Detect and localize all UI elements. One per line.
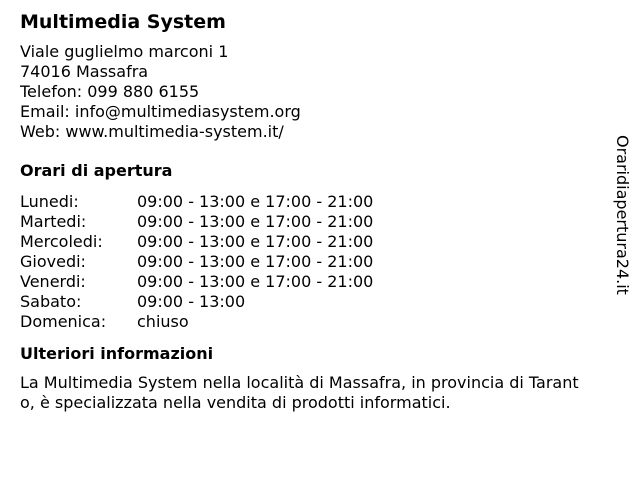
hours-row-monday <box>20 192 610 212</box>
hours-row-sunday <box>20 312 610 332</box>
time-value: 09:00 - 13:00 e 17:00 - 21:00 <box>137 232 374 251</box>
business-card <box>20 10 610 413</box>
phone-number: Telefon: 099 880 6155 <box>20 82 200 101</box>
hours-row-tuesday <box>20 212 610 232</box>
day-label: Domenica: <box>20 312 107 331</box>
time-value: chiuso <box>137 312 189 331</box>
contact-block <box>20 42 610 142</box>
hours-row-friday <box>20 272 610 292</box>
opening-hours-table <box>20 192 610 332</box>
website-url: Web: www.multimedia-system.it/ <box>20 122 284 141</box>
time-value: 09:00 - 13:00 e 17:00 - 21:00 <box>137 272 374 291</box>
opening-hours-title: Orari di apertura <box>20 161 173 180</box>
day-label: Martedi: <box>20 212 87 231</box>
time-value: 09:00 - 13:00 e 17:00 - 21:00 <box>137 212 374 231</box>
time-value: 09:00 - 13:00 <box>137 292 246 311</box>
address-street: Viale guglielmo marconi 1 <box>20 42 229 61</box>
hours-row-thursday <box>20 252 610 272</box>
day-label: Mercoledi: <box>20 232 103 251</box>
day-label: Venerdi: <box>20 272 86 291</box>
time-value: 09:00 - 13:00 e 17:00 - 21:00 <box>137 192 374 211</box>
hours-row-wednesday <box>20 232 610 252</box>
address-city: 74016 Massafra <box>20 62 149 81</box>
site-watermark <box>611 135 633 310</box>
business-name: Multimedia System <box>20 11 226 33</box>
email-address: Email: info@multimediasystem.org <box>20 102 301 121</box>
time-value: 09:00 - 13:00 e 17:00 - 21:00 <box>137 252 374 271</box>
additional-info-text: La Multimedia System nella località di Massafra, in provincia di Taranto, è specializzata nella vendita di prodotti informatici. <box>20 373 579 412</box>
day-label: Lunedi: <box>20 192 79 211</box>
additional-info-title: Ulteriori informazioni <box>20 344 214 363</box>
day-label: Giovedi: <box>20 252 86 271</box>
hours-row-saturday <box>20 292 610 312</box>
watermark-text: Oraridiapertura24.it <box>613 135 632 295</box>
day-label: Sabato: <box>20 292 82 311</box>
